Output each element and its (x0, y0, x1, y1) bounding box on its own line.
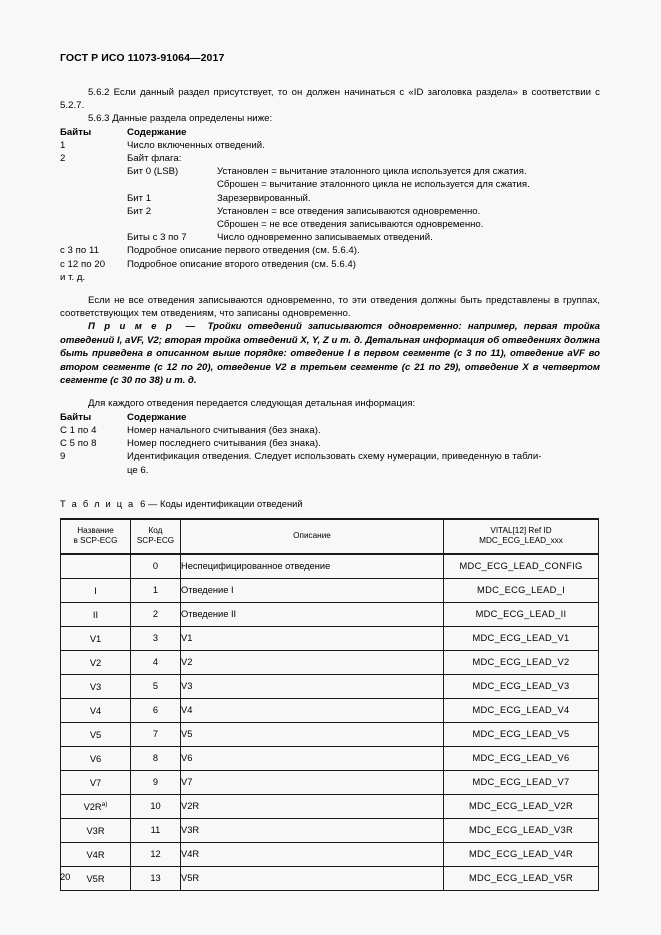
bit-desc: Число одновременно записываемых отведений. (217, 232, 433, 244)
cell-lead-code: 10 (131, 794, 181, 818)
byte-row (60, 424, 600, 437)
page-content (60, 52, 600, 891)
cell-lead-code: 8 (131, 746, 181, 770)
paragraph-lead-groups: Если не все отведения записываются одновременно, то эти отведения должны быть представлены в группах, соответствующих тем отведениям, что записаны одновременно. (60, 295, 600, 320)
byte-content: Число включенных отведений. (127, 139, 265, 151)
example-label: П р и м е р (88, 321, 174, 333)
cell-lead-code: 5 (131, 674, 181, 698)
cell-lead-description: V5 (181, 722, 444, 746)
cell-lead-name (61, 698, 131, 722)
table-caption-number: 6 (140, 498, 146, 509)
table-row (61, 626, 599, 650)
byte-column-header: Байты (60, 126, 92, 138)
table-row (61, 746, 599, 770)
cell-lead-name (61, 842, 131, 866)
lead-name-text: V5 (89, 729, 102, 740)
cell-lead-description: Неспецифицированное отведение (181, 554, 444, 579)
lead-name-text: V4 (89, 705, 102, 716)
byte-column-header: Байты (60, 411, 92, 423)
table-header-row (61, 519, 599, 554)
cell-lead-refid: MDC_ECG_LEAD_V4R (444, 842, 599, 866)
byte-row (60, 139, 600, 152)
cell-lead-name (61, 578, 131, 602)
bit-desc: Сброшен = вычитание эталонного цикла не используется для сжатия. (217, 179, 530, 191)
cell-lead-description: V1 (181, 626, 444, 650)
byte-definition-list-2 (60, 411, 600, 477)
column-header-code-line2: SCP-ECG (136, 536, 175, 546)
lead-name-text: V2 (89, 657, 102, 668)
byte-range: с 12 по 20 (60, 258, 106, 270)
cell-lead-code: 7 (131, 722, 181, 746)
lead-name-text: V4R (86, 849, 105, 860)
table-row (61, 578, 599, 602)
running-head: ГОСТ Р ИСО 11073-91064—2017 (60, 52, 225, 64)
cell-lead-description: V2 (181, 650, 444, 674)
cell-lead-name (61, 722, 131, 746)
example-paragraph (60, 320, 600, 387)
lead-name-text: V5R (86, 873, 105, 884)
byte-row (60, 437, 600, 450)
lead-identification-table (60, 518, 599, 891)
table-caption-label: Т а б л и ц а (60, 498, 135, 509)
cell-lead-refid: MDC_ECG_LEAD_CONFIG (444, 554, 599, 579)
lead-name-text: V1 (89, 633, 102, 644)
byte-range: и т. д. (60, 271, 86, 283)
table-row (61, 794, 599, 818)
clause-5-6-2: 5.6.2 Если данный раздел присутствует, то он должен начинаться с «ID заголовка раздела» в соответствии с 5.2.7. (60, 87, 600, 112)
byte-content: Байт флага: (127, 153, 182, 165)
paragraph-each-lead: Для каждого отведения передается следующая детальная информация: (88, 398, 416, 410)
column-header-description (181, 519, 444, 554)
lead-name-text: V3R (86, 825, 105, 836)
example-dash: — (185, 321, 196, 333)
bit-desc: Сброшен = не все отведения записываются одновременно. (217, 219, 484, 231)
cell-lead-code: 12 (131, 842, 181, 866)
cell-lead-refid: MDC_ECG_LEAD_V3 (444, 674, 599, 698)
table-caption (60, 499, 600, 509)
byte-range: с 3 по 11 (60, 245, 99, 257)
cell-lead-code: 2 (131, 602, 181, 626)
column-header-name-line2: в SCP-ECG (73, 536, 118, 546)
lead-name-text: V2R (83, 801, 102, 812)
cell-lead-refid: MDC_ECG_LEAD_V7 (444, 770, 599, 794)
byte-row (60, 450, 600, 463)
cell-lead-code: 9 (131, 770, 181, 794)
table-row (61, 818, 599, 842)
cell-lead-description: V2R (181, 794, 444, 818)
cell-lead-name (61, 674, 131, 698)
cell-lead-refid: MDC_ECG_LEAD_II (444, 602, 599, 626)
lead-name-text: II (92, 609, 99, 620)
table-row (61, 554, 599, 579)
page-number: 20 (60, 872, 71, 882)
column-header-refid-line2: MDC_ECG_LEAD_xxx (479, 536, 563, 546)
column-header-refid (444, 519, 599, 554)
column-header-refid-line1: VITAL[12] Ref ID (490, 525, 552, 535)
bit-label: Бит 2 (127, 205, 152, 217)
cell-lead-refid: MDC_ECG_LEAD_V1 (444, 626, 599, 650)
content-column-header: Содержание (127, 411, 187, 423)
byte-content: Подробное описание первого отведения (см. 5.6.4). (127, 245, 360, 257)
bit-row (60, 231, 600, 244)
cell-lead-name (61, 818, 131, 842)
cell-lead-refid: MDC_ECG_LEAD_V6 (444, 746, 599, 770)
bit-label: Биты с 3 по 7 (127, 232, 187, 244)
example-text: Тройки отведений записываются одновременно: например, первая тройка отведений I, aVF, V2; вторая тройка отведений X, Y, Z и т. д. Детальная информация об отведениях должна быть приведена в описанном выше порядке: отведение I в первом сегменте (с 3 по 11), отведение aVF во втором сегменте (с 12 по 20), отведение V2 в третьем сегменте (с 21 по 29), отведение X в четвертом сегменте (с 30 по 38) и т. д. (60, 321, 600, 387)
table-caption-dash: — (148, 498, 158, 509)
byte-row (60, 152, 600, 165)
table-row (61, 722, 599, 746)
cell-lead-description: V6 (181, 746, 444, 770)
cell-lead-refid: MDC_ECG_LEAD_V4 (444, 698, 599, 722)
byte-row (60, 271, 600, 284)
byte-content: Идентификация отведения. Следует использовать схему нумерации, приведенную в табли- (127, 451, 542, 463)
cell-lead-code: 1 (131, 578, 181, 602)
cell-lead-name (61, 770, 131, 794)
content-column-header: Содержание (127, 126, 187, 138)
bit-desc: Установлен = все отведения записываются одновременно. (217, 205, 481, 217)
cell-lead-description: V4 (181, 698, 444, 722)
cell-lead-code: 0 (131, 554, 181, 579)
cell-lead-code: 4 (131, 650, 181, 674)
cell-lead-refid: MDC_ECG_LEAD_V3R (444, 818, 599, 842)
bit-label: Бит 1 (127, 192, 152, 204)
table-row (61, 842, 599, 866)
byte-content: Номер последнего считывания (без знака). (127, 438, 321, 450)
bit-row (60, 165, 600, 178)
lead-name-text: V6 (89, 753, 102, 764)
cell-lead-name (61, 866, 131, 890)
bit-label: Бит 0 (LSB) (127, 166, 179, 178)
byte-row (60, 258, 600, 271)
bit-row (60, 192, 600, 205)
column-header-description-line1: Описание (293, 530, 331, 540)
cell-lead-name (61, 626, 131, 650)
table-row (61, 650, 599, 674)
byte-range: С 1 по 4 (60, 424, 97, 436)
cell-lead-refid: MDC_ECG_LEAD_V2 (444, 650, 599, 674)
cell-lead-description: V7 (181, 770, 444, 794)
lead-name-text: V7 (89, 777, 102, 788)
byte-content (127, 271, 600, 284)
column-header-code (131, 519, 181, 554)
byte-definition-list-1 (60, 126, 600, 284)
cell-lead-name (61, 602, 131, 626)
cell-lead-name (61, 554, 131, 579)
cell-lead-code: 6 (131, 698, 181, 722)
table-head (61, 519, 599, 554)
table-row (61, 674, 599, 698)
byte-content: Подробное описание второго отведения (см. 5.6.4) (127, 258, 357, 270)
byte-content-continued: це 6. (127, 464, 149, 476)
cell-lead-description: V3R (181, 818, 444, 842)
cell-lead-name (61, 746, 131, 770)
cell-lead-refid: MDC_ECG_LEAD_V5R (444, 866, 599, 890)
byte-list-header (60, 411, 600, 424)
cell-lead-description: Отведение I (181, 578, 444, 602)
bit-row (60, 205, 600, 218)
table-row (61, 770, 599, 794)
cell-lead-refid: MDC_ECG_LEAD_I (444, 578, 599, 602)
cell-lead-code: 11 (131, 818, 181, 842)
bit-desc: Зарезервированный. (217, 192, 311, 204)
table-row (61, 602, 599, 626)
cell-lead-refid: MDC_ECG_LEAD_V5 (444, 722, 599, 746)
cell-lead-description: V3 (181, 674, 444, 698)
cell-lead-name (61, 650, 131, 674)
cell-lead-code: 3 (131, 626, 181, 650)
lead-name-text: I (94, 585, 97, 596)
cell-lead-code: 13 (131, 866, 181, 890)
column-header-name-line1: Название (77, 525, 114, 535)
byte-content: Номер начального считывания (без знака). (127, 424, 321, 436)
table-row (61, 866, 599, 890)
table-body (61, 554, 599, 891)
byte-range: 1 (60, 139, 66, 151)
byte-range: 2 (60, 153, 66, 165)
clause-5-6-3: 5.6.3 Данные раздела определены ниже: (88, 113, 273, 125)
byte-list-header (60, 126, 600, 139)
byte-range: 9 (60, 451, 66, 463)
byte-row (60, 244, 600, 257)
cell-lead-description: V5R (181, 866, 444, 890)
cell-lead-description: Отведение II (181, 602, 444, 626)
table-row (61, 698, 599, 722)
cell-lead-description: V4R (181, 842, 444, 866)
bit-desc: Установлен = вычитание эталонного цикла используется для сжатия. (217, 166, 527, 178)
cell-lead-refid: MDC_ECG_LEAD_V2R (444, 794, 599, 818)
lead-name-text: V3 (89, 681, 102, 692)
table-caption-title: Коды идентификации отведений (160, 498, 303, 509)
column-header-name (61, 519, 131, 554)
cell-lead-name (61, 794, 131, 818)
byte-range: С 5 по 8 (60, 438, 97, 450)
footnote-marker: a) (101, 800, 108, 808)
column-header-code-line1: Код (148, 525, 163, 535)
